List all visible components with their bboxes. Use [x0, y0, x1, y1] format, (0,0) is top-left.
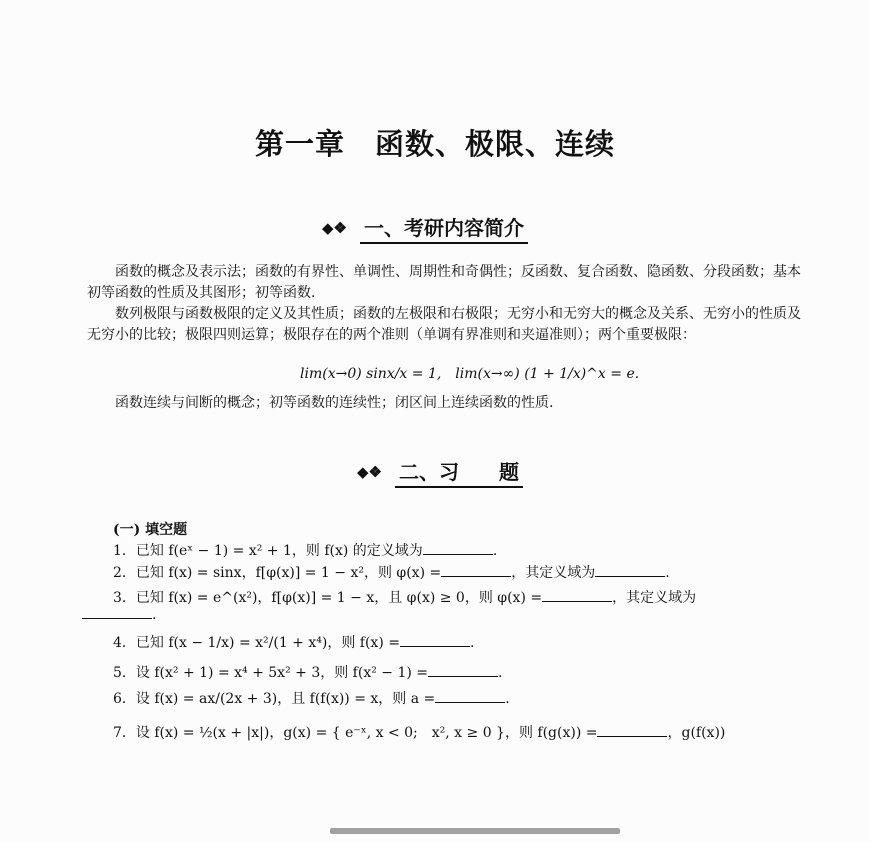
diamond-bullet-icon: ◆❖	[322, 219, 347, 237]
problem-text: ，其定义域为	[612, 590, 697, 606]
intro-paragraph-3: 函数连续与间断的概念；初等函数的连续性；闭区间上连续函数的性质.	[115, 395, 554, 411]
answer-blank	[423, 542, 493, 555]
section-heading-intro	[322, 212, 528, 241]
answer-blank	[441, 564, 511, 577]
problem-text: .	[152, 607, 157, 623]
problem-6	[113, 688, 510, 708]
problem-text: 3．已知 f(x) = e^(x²)，f[φ(x)] = 1 − x，且 φ(x) ≥ 0，则 φ(x) =	[113, 590, 543, 606]
problem-3-continuation	[82, 606, 156, 623]
problem-1	[113, 540, 497, 560]
section-title: 一、考研内容简介	[360, 216, 528, 244]
chapter-title: 第一章 函数、极限、连续	[254, 127, 615, 161]
problem-text: 6．设 f(x) = ax/(2x + 3)，且 f(f(x)) = x，则 a =	[113, 691, 436, 707]
problem-text: 1．已知 f(eˣ − 1) = x² + 1，则 f(x) 的定义域为	[113, 543, 423, 559]
problem-text: 7．设 f(x) = ½(x + |x|)，g(x) = { e⁻ˣ, x < 0; x², x ≥ 0 }，则 f(g(x)) =	[113, 725, 598, 741]
answer-blank	[595, 564, 665, 577]
diamond-bullet-icon: ◆❖	[357, 463, 382, 481]
section-title: 二、习 题	[395, 460, 523, 488]
intro-paragraph-2: 数列极限与函数极限的定义及其性质；函数的左极限和右极限；无穷小和无穷大的概念及关系、无穷小的性质及无穷小的比较；极限四则运算；极限存在的两个准则（单调有界准则和夹逼准则）；两个重要极限：	[87, 306, 801, 343]
section-heading-exercises	[357, 456, 523, 485]
intro-paragraph-1: 函数的概念及表示法；函数的有界性、单调性、周期性和奇偶性；反函数、复合函数、隐函数、分段函数；基本初等函数的性质及其图形；初等函数.	[87, 264, 801, 301]
problem-text: 4．已知 f(x − 1/x) = x²/(1 + x⁴)，则 f(x) =	[113, 635, 400, 651]
problem-2	[113, 562, 670, 582]
answer-blank	[597, 724, 667, 737]
problem-4	[113, 632, 474, 652]
problem-text: 5．设 f(x² + 1) = x⁴ + 5x² + 3，则 f(x² − 1) =	[113, 665, 429, 681]
answer-blank	[400, 634, 470, 647]
problem-7	[113, 722, 725, 742]
problem-text: .	[498, 665, 503, 681]
answer-blank	[428, 664, 498, 677]
problem-text: .	[469, 635, 475, 651]
limit-formula: lim(x→0) sinx/x = 1, lim(x→∞) (1 + 1/x)^x = e.	[300, 366, 640, 382]
fill-blank-subheading: (一) 填空题	[113, 522, 188, 538]
answer-blank	[82, 606, 152, 619]
problem-3	[113, 587, 696, 607]
problem-text: ，g(f(x))	[667, 725, 726, 741]
problem-text: .	[665, 565, 670, 581]
problem-text: ，其定义域为	[511, 565, 596, 581]
problem-5	[113, 662, 502, 682]
answer-blank	[542, 589, 612, 602]
problem-text: 2．已知 f(x) = sinx，f[φ(x)] = 1 − x²，则 φ(x) =	[113, 565, 442, 581]
answer-blank	[435, 690, 505, 703]
problem-text: .	[492, 543, 498, 559]
problem-text: .	[505, 691, 510, 707]
scan-artifact	[330, 828, 620, 834]
